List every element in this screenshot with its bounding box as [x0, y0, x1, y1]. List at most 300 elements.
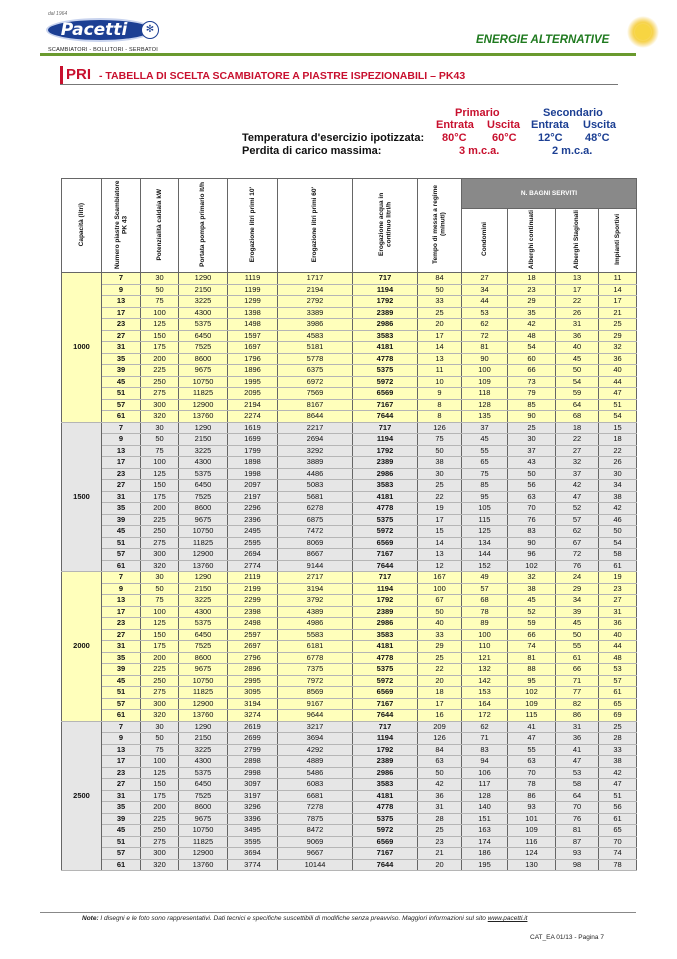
- cell-erog10: 1619: [228, 422, 278, 434]
- cell-potenzialita: 75: [141, 296, 179, 308]
- cell-condomini: 89: [462, 618, 508, 630]
- cell-tempo: 16: [418, 710, 462, 722]
- cell-erogcont: 7644: [353, 710, 418, 722]
- cell-potenzialita: 200: [141, 353, 179, 365]
- cell-tempo: 12: [418, 560, 462, 572]
- cell-erogcont: 3583: [353, 330, 418, 342]
- cell-erog60: 7375: [278, 664, 353, 676]
- tagline: ENERGIE ALTERNATIVE: [476, 34, 610, 46]
- cell-alb-stag: 17: [556, 284, 599, 296]
- cell-portata: 2150: [179, 583, 228, 595]
- cell-alb-stag: 76: [556, 560, 599, 572]
- cell-erog60: 8069: [278, 537, 353, 549]
- cell-alb-stag: 93: [556, 848, 599, 860]
- cell-condomini: 174: [462, 836, 508, 848]
- cell-piastre: 57: [102, 848, 141, 860]
- cell-potenzialita: 175: [141, 641, 179, 653]
- table-row: [62, 848, 637, 860]
- cell-condomini: 140: [462, 802, 508, 814]
- cell-portata: 6450: [179, 779, 228, 791]
- cell-portata: 13760: [179, 710, 228, 722]
- cell-alb-cont: 23: [508, 284, 556, 296]
- cell-erog10: 2995: [228, 675, 278, 687]
- cell-condomini: 128: [462, 790, 508, 802]
- cell-tempo: 126: [418, 422, 462, 434]
- cell-erogcont: 6569: [353, 687, 418, 699]
- cell-potenzialita: 75: [141, 445, 179, 457]
- cell-potenzialita: 175: [141, 491, 179, 503]
- cell-erogcont: 717: [353, 422, 418, 434]
- cell-tempo: 84: [418, 744, 462, 756]
- cell-erog60: 2717: [278, 572, 353, 584]
- cell-piastre: 7: [102, 422, 141, 434]
- cell-portata: 12900: [179, 399, 228, 411]
- cell-alb-stag: 47: [556, 756, 599, 768]
- header-condomini: Condomini: [462, 208, 508, 272]
- cell-condomini: 164: [462, 698, 508, 710]
- cell-alb-cont: 86: [508, 790, 556, 802]
- table-row: [62, 434, 637, 446]
- table-row: [62, 664, 637, 676]
- cell-alb-cont: 37: [508, 445, 556, 457]
- primario-label: Primario: [455, 107, 500, 119]
- cell-erog10: 2398: [228, 606, 278, 618]
- cell-tempo: 17: [418, 330, 462, 342]
- cell-erog60: 3217: [278, 721, 353, 733]
- cell-potenzialita: 225: [141, 365, 179, 377]
- header-divider: [40, 53, 636, 56]
- table-row: [62, 422, 637, 434]
- cell-alb-stag: 22: [556, 434, 599, 446]
- cell-impianti: 28: [599, 733, 637, 745]
- cell-erog10: 3595: [228, 836, 278, 848]
- cell-impianti: 65: [599, 825, 637, 837]
- cell-impianti: 29: [599, 330, 637, 342]
- prim-uscita-label: Uscita: [487, 119, 521, 131]
- table-row: [62, 411, 637, 423]
- cell-portata: 6450: [179, 480, 228, 492]
- cell-erog60: 7569: [278, 388, 353, 400]
- cell-impianti: 38: [599, 491, 637, 503]
- cell-erog10: 2774: [228, 560, 278, 572]
- table-row: [62, 733, 637, 745]
- page-title: - TABELLA DI SCELTA SCAMBIATORE A PIASTRE ISPEZIONABILI – PK43: [99, 70, 466, 82]
- cell-portata: 3225: [179, 744, 228, 756]
- cell-potenzialita: 125: [141, 468, 179, 480]
- cell-alb-cont: 109: [508, 698, 556, 710]
- cell-potenzialita: 275: [141, 836, 179, 848]
- cell-piastre: 45: [102, 675, 141, 687]
- cell-portata: 5375: [179, 767, 228, 779]
- cell-potenzialita: 50: [141, 434, 179, 446]
- table-body: [62, 273, 637, 871]
- cell-erog10: 2097: [228, 480, 278, 492]
- table-row: [62, 721, 637, 733]
- cell-erog10: 2697: [228, 641, 278, 653]
- cell-impianti: 25: [599, 721, 637, 733]
- table-row: [62, 572, 637, 584]
- cell-portata: 6450: [179, 330, 228, 342]
- table-row: [62, 790, 637, 802]
- cell-portata: 1290: [179, 422, 228, 434]
- cell-potenzialita: 300: [141, 698, 179, 710]
- cell-erogcont: 2389: [353, 457, 418, 469]
- cell-impianti: 74: [599, 848, 637, 860]
- cell-condomini: 121: [462, 652, 508, 664]
- cell-erogcont: 7167: [353, 698, 418, 710]
- cell-alb-stag: 64: [556, 790, 599, 802]
- cell-potenzialita: 225: [141, 813, 179, 825]
- cell-alb-cont: 74: [508, 641, 556, 653]
- cell-alb-cont: 25: [508, 422, 556, 434]
- cell-impianti: 61: [599, 687, 637, 699]
- cell-alb-stag: 58: [556, 779, 599, 791]
- logo-est: dal 1964: [48, 11, 68, 17]
- cell-impianti: 57: [599, 675, 637, 687]
- table-row: [62, 330, 637, 342]
- cell-piastre: 61: [102, 411, 141, 423]
- cell-condomini: 110: [462, 641, 508, 653]
- cell-erog60: 5681: [278, 491, 353, 503]
- cell-condomini: 34: [462, 284, 508, 296]
- cell-erogcont: 5375: [353, 514, 418, 526]
- header-alberghi-stagionali: Alberghi Stagionali: [556, 208, 599, 272]
- cell-alb-cont: 85: [508, 399, 556, 411]
- cell-erog60: 9667: [278, 848, 353, 860]
- cell-alb-cont: 90: [508, 537, 556, 549]
- cell-erog60: 5083: [278, 480, 353, 492]
- cell-portata: 9675: [179, 813, 228, 825]
- sun-icon: [627, 16, 659, 48]
- table-row: [62, 549, 637, 561]
- cell-impianti: 17: [599, 296, 637, 308]
- cell-alb-cont: 38: [508, 583, 556, 595]
- cell-alb-stag: 71: [556, 675, 599, 687]
- cell-impianti: 31: [599, 606, 637, 618]
- cell-erogcont: 7644: [353, 560, 418, 572]
- cell-alb-stag: 39: [556, 606, 599, 618]
- cell-condomini: 105: [462, 503, 508, 515]
- cell-erog10: 1896: [228, 365, 278, 377]
- cell-erog60: 6972: [278, 376, 353, 388]
- cell-alb-cont: 30: [508, 434, 556, 446]
- cell-impianti: 69: [599, 710, 637, 722]
- cell-erog60: 3292: [278, 445, 353, 457]
- cell-alb-cont: 130: [508, 859, 556, 871]
- cell-alb-stag: 61: [556, 652, 599, 664]
- cell-erog10: 2896: [228, 664, 278, 676]
- company-logo: [38, 10, 168, 58]
- cell-condomini: 55: [462, 445, 508, 457]
- cell-erog60: 4486: [278, 468, 353, 480]
- cell-portata: 12900: [179, 848, 228, 860]
- cell-erogcont: 3583: [353, 629, 418, 641]
- cell-tempo: 17: [418, 698, 462, 710]
- cell-erog60: 3389: [278, 307, 353, 319]
- cell-erog10: 1299: [228, 296, 278, 308]
- cell-erogcont: 2389: [353, 307, 418, 319]
- header-bagni-serviti: N. BAGNI SERVITI: [462, 179, 637, 209]
- cell-impianti: 70: [599, 836, 637, 848]
- cell-condomini: 78: [462, 606, 508, 618]
- cell-portata: 2150: [179, 434, 228, 446]
- cell-alb-stag: 81: [556, 825, 599, 837]
- cell-erog10: 1898: [228, 457, 278, 469]
- cell-portata: 7525: [179, 790, 228, 802]
- cell-portata: 9675: [179, 664, 228, 676]
- cell-alb-cont: 95: [508, 675, 556, 687]
- logo-subtitle: SCAMBIATORI - BOLLITORI - SERBATOI: [48, 47, 158, 53]
- cell-erog10: 1697: [228, 342, 278, 354]
- table-row: [62, 388, 637, 400]
- cell-impianti: 47: [599, 779, 637, 791]
- cell-alb-stag: 27: [556, 445, 599, 457]
- header-erog60: Erogazione litri primi 60': [278, 179, 353, 273]
- cell-potenzialita: 225: [141, 514, 179, 526]
- table-row: [62, 825, 637, 837]
- cell-erog10: 3194: [228, 698, 278, 710]
- cell-alb-stag: 50: [556, 629, 599, 641]
- cell-alb-cont: 63: [508, 491, 556, 503]
- cell-condomini: 85: [462, 480, 508, 492]
- pressure-loss-label: Perdita di carico massima:: [242, 145, 382, 157]
- cell-erog10: 1699: [228, 434, 278, 446]
- cell-potenzialita: 200: [141, 503, 179, 515]
- cell-erogcont: 4181: [353, 641, 418, 653]
- cell-alb-cont: 79: [508, 388, 556, 400]
- table-row: [62, 687, 637, 699]
- cell-tempo: 20: [418, 675, 462, 687]
- cell-portata: 1290: [179, 273, 228, 285]
- cell-condomini: 53: [462, 307, 508, 319]
- cell-portata: 5375: [179, 468, 228, 480]
- cell-condomini: 152: [462, 560, 508, 572]
- cell-erog10: 2595: [228, 537, 278, 549]
- table-row: [62, 595, 637, 607]
- cell-condomini: 81: [462, 342, 508, 354]
- cell-impianti: 23: [599, 583, 637, 595]
- cell-erog10: 2498: [228, 618, 278, 630]
- cell-potenzialita: 320: [141, 411, 179, 423]
- cell-potenzialita: 320: [141, 560, 179, 572]
- cell-potenzialita: 125: [141, 767, 179, 779]
- cell-erogcont: 4778: [353, 652, 418, 664]
- cell-erog60: 5583: [278, 629, 353, 641]
- cell-erog60: 9069: [278, 836, 353, 848]
- cell-alb-cont: 41: [508, 721, 556, 733]
- table-row: [62, 319, 637, 331]
- table-row: [62, 399, 637, 411]
- cell-portata: 3225: [179, 595, 228, 607]
- cell-tempo: 25: [418, 480, 462, 492]
- cell-alb-stag: 24: [556, 572, 599, 584]
- cell-alb-cont: 54: [508, 342, 556, 354]
- cell-tempo: 50: [418, 606, 462, 618]
- cell-tempo: 25: [418, 652, 462, 664]
- note-label: Note:: [82, 915, 99, 922]
- table-row: [62, 606, 637, 618]
- cell-portata: 4300: [179, 606, 228, 618]
- cell-alb-cont: 70: [508, 503, 556, 515]
- cell-portata: 7525: [179, 491, 228, 503]
- cell-alb-cont: 35: [508, 307, 556, 319]
- cell-piastre: 17: [102, 756, 141, 768]
- cell-tempo: 13: [418, 549, 462, 561]
- table-row: [62, 618, 637, 630]
- table-row: [62, 744, 637, 756]
- cell-condomini: 65: [462, 457, 508, 469]
- cell-erog10: 1199: [228, 284, 278, 296]
- cell-piastre: 57: [102, 399, 141, 411]
- cell-alb-cont: 93: [508, 802, 556, 814]
- cell-tempo: 17: [418, 514, 462, 526]
- cell-tempo: 22: [418, 664, 462, 676]
- cell-impianti: 44: [599, 376, 637, 388]
- table-row: [62, 859, 637, 871]
- table-row: [62, 353, 637, 365]
- cell-tempo: 33: [418, 296, 462, 308]
- cell-erog10: 2796: [228, 652, 278, 664]
- sec-out-temp: 48°C: [585, 132, 610, 144]
- cell-erog10: 3396: [228, 813, 278, 825]
- cell-portata: 13760: [179, 859, 228, 871]
- cell-alb-cont: 66: [508, 629, 556, 641]
- capacity-cell: 2000: [62, 572, 102, 722]
- cell-erog60: 7278: [278, 802, 353, 814]
- cell-tempo: 100: [418, 583, 462, 595]
- cell-alb-cont: 96: [508, 549, 556, 561]
- website-link[interactable]: www.pacetti.it: [487, 915, 528, 922]
- cell-condomini: 95: [462, 491, 508, 503]
- cell-potenzialita: 30: [141, 572, 179, 584]
- header-erogcont: Erogazione acqua in continuo litri/h: [353, 179, 418, 273]
- cell-erog60: 3194: [278, 583, 353, 595]
- table-row: [62, 480, 637, 492]
- cell-erogcont: 1194: [353, 733, 418, 745]
- cell-erog10: 3495: [228, 825, 278, 837]
- cell-tempo: 18: [418, 687, 462, 699]
- title-code: PRI: [66, 66, 92, 83]
- table-row: [62, 583, 637, 595]
- cell-tempo: 30: [418, 468, 462, 480]
- cell-erogcont: 1194: [353, 583, 418, 595]
- cell-potenzialita: 300: [141, 549, 179, 561]
- cell-erogcont: 4181: [353, 491, 418, 503]
- table-row: [62, 503, 637, 515]
- cell-piastre: 45: [102, 376, 141, 388]
- header-tempo: Tempo di messa a regime (minuti): [418, 179, 462, 273]
- cell-erog10: 2998: [228, 767, 278, 779]
- logo-name: Pacetti: [60, 20, 128, 40]
- cell-tempo: 38: [418, 457, 462, 469]
- cell-condomini: 57: [462, 583, 508, 595]
- cell-piastre: 61: [102, 859, 141, 871]
- cell-erog10: 3197: [228, 790, 278, 802]
- cell-tempo: 50: [418, 284, 462, 296]
- cell-tempo: 84: [418, 273, 462, 285]
- cell-impianti: 54: [599, 411, 637, 423]
- cell-erog60: 8644: [278, 411, 353, 423]
- cell-erogcont: 5972: [353, 526, 418, 538]
- cell-erog10: 3095: [228, 687, 278, 699]
- cell-erogcont: 7644: [353, 411, 418, 423]
- cell-erog10: 2274: [228, 411, 278, 423]
- cell-erog60: 7972: [278, 675, 353, 687]
- cell-piastre: 31: [102, 790, 141, 802]
- cell-erogcont: 4181: [353, 342, 418, 354]
- cell-piastre: 51: [102, 537, 141, 549]
- cell-erog60: 6083: [278, 779, 353, 791]
- cell-impianti: 51: [599, 399, 637, 411]
- cell-erogcont: 4778: [353, 353, 418, 365]
- cell-alb-cont: 50: [508, 468, 556, 480]
- cell-tempo: 8: [418, 411, 462, 423]
- header-impianti-sportivi: Impianti Sportivi: [599, 208, 637, 272]
- cell-erog10: 2199: [228, 583, 278, 595]
- temperature-label: Temperatura d'esercizio ipotizzata:: [242, 132, 425, 144]
- cell-tempo: 67: [418, 595, 462, 607]
- table-row: [62, 710, 637, 722]
- cell-potenzialita: 30: [141, 422, 179, 434]
- cell-erog60: 6778: [278, 652, 353, 664]
- cell-piastre: 61: [102, 710, 141, 722]
- cell-alb-stag: 41: [556, 744, 599, 756]
- cell-erog60: 3889: [278, 457, 353, 469]
- cell-condomini: 62: [462, 319, 508, 331]
- snowflake-icon: ✻: [141, 21, 159, 39]
- cell-impianti: 25: [599, 319, 637, 331]
- cell-erog60: 2792: [278, 296, 353, 308]
- cell-erog60: 6681: [278, 790, 353, 802]
- cell-portata: 1290: [179, 721, 228, 733]
- cell-alb-stag: 29: [556, 583, 599, 595]
- cell-portata: 10750: [179, 376, 228, 388]
- cell-erogcont: 5972: [353, 825, 418, 837]
- cell-piastre: 31: [102, 342, 141, 354]
- cell-erog60: 6875: [278, 514, 353, 526]
- cell-erogcont: 2986: [353, 468, 418, 480]
- cell-potenzialita: 150: [141, 779, 179, 791]
- cell-impianti: 56: [599, 802, 637, 814]
- cell-portata: 6450: [179, 629, 228, 641]
- cell-alb-stag: 50: [556, 365, 599, 377]
- cell-alb-stag: 26: [556, 307, 599, 319]
- cell-tempo: 10: [418, 376, 462, 388]
- cell-alb-cont: 45: [508, 595, 556, 607]
- cell-potenzialita: 100: [141, 606, 179, 618]
- cell-potenzialita: 50: [141, 583, 179, 595]
- cell-erog60: 7875: [278, 813, 353, 825]
- cell-piastre: 39: [102, 365, 141, 377]
- cell-erog60: 8569: [278, 687, 353, 699]
- cell-erog10: 2194: [228, 399, 278, 411]
- cell-portata: 10750: [179, 526, 228, 538]
- cell-potenzialita: 275: [141, 388, 179, 400]
- cell-erog60: 8667: [278, 549, 353, 561]
- header-portata: Portata pompa primario lt/h: [179, 179, 228, 273]
- cell-potenzialita: 275: [141, 537, 179, 549]
- cell-erog60: 3694: [278, 733, 353, 745]
- cell-potenzialita: 150: [141, 480, 179, 492]
- cell-condomini: 153: [462, 687, 508, 699]
- footer-note: [82, 915, 527, 922]
- sec-pressure-loss: 2 m.c.a.: [552, 145, 593, 157]
- cell-impianti: 40: [599, 365, 637, 377]
- cell-portata: 4300: [179, 307, 228, 319]
- cell-alb-stag: 54: [556, 376, 599, 388]
- cell-erogcont: 4181: [353, 790, 418, 802]
- cell-impianti: 27: [599, 595, 637, 607]
